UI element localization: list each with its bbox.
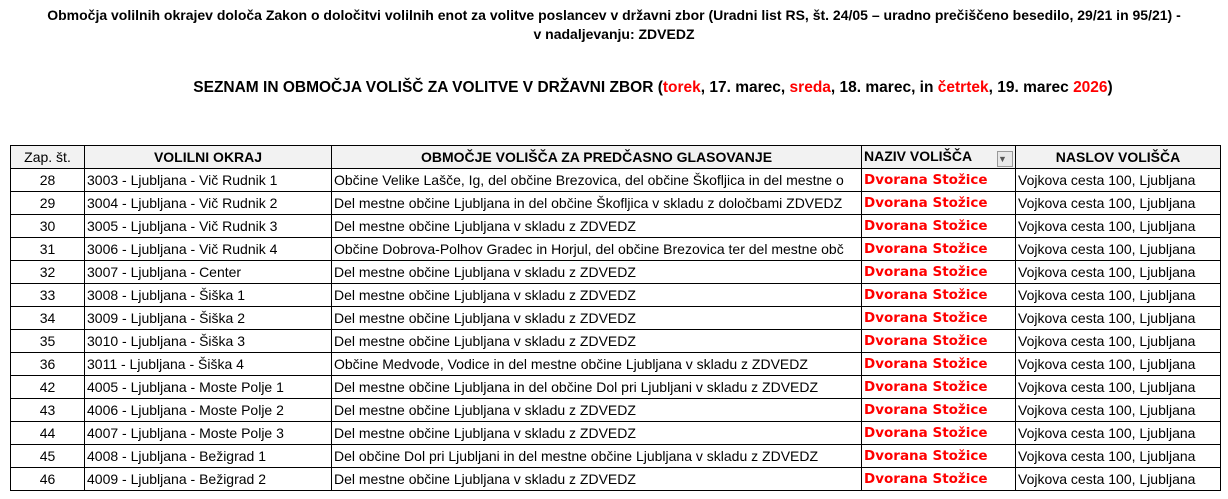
voting-area[interactable]: Občine Dobrova-Polhov Gradec in Horjul, del občine Brezovica ter del mestne obč	[332, 238, 862, 261]
station-name[interactable]: Dvorana Stožice	[862, 399, 1016, 422]
station-address[interactable]: Vojkova cesta 100, Ljubljana	[1016, 353, 1221, 376]
station-name[interactable]: Dvorana Stožice	[862, 468, 1016, 491]
table-row	[11, 353, 1221, 376]
row-number[interactable]: 30	[11, 215, 85, 238]
title-part: )	[1107, 79, 1113, 96]
header-row	[11, 146, 1221, 169]
title-part: SEZNAM IN OBMOČJA VOLIŠČ ZA VOLITVE V DRŽAVNI ZBOR (	[193, 79, 663, 96]
voting-area[interactable]: Del mestne občine Ljubljana v skladu z ZDVEDZ	[332, 307, 862, 330]
electoral-district[interactable]: 3003 - Ljubljana - Vič Rudnik 1	[85, 169, 332, 192]
table-row	[11, 445, 1221, 468]
voting-area[interactable]: Del mestne občine Ljubljana v skladu z ZDVEDZ	[332, 284, 862, 307]
row-number[interactable]: 34	[11, 307, 85, 330]
electoral-district[interactable]: 4008 - Ljubljana - Bežigrad 1	[85, 445, 332, 468]
electoral-district[interactable]: 4009 - Ljubljana - Bežigrad 2	[85, 468, 332, 491]
title-part: , 18. marec, in	[830, 79, 938, 96]
header-naziv[interactable]	[862, 146, 1016, 169]
voting-area[interactable]: Del mestne občine Ljubljana v skladu z ZDVEDZ	[332, 215, 862, 238]
station-address[interactable]: Vojkova cesta 100, Ljubljana	[1016, 192, 1221, 215]
station-name[interactable]: Dvorana Stožice	[862, 353, 1016, 376]
station-address[interactable]: Vojkova cesta 100, Ljubljana	[1016, 445, 1221, 468]
intro-line-2: v nadaljevanju: ZDVEDZ	[533, 26, 695, 42]
station-name[interactable]: Dvorana Stožice	[862, 215, 1016, 238]
station-name[interactable]: Dvorana Stožice	[862, 192, 1016, 215]
row-number[interactable]: 45	[11, 445, 85, 468]
electoral-district[interactable]: 4005 - Ljubljana - Moste Polje 1	[85, 376, 332, 399]
electoral-district[interactable]: 3004 - Ljubljana - Vič Rudnik 2	[85, 192, 332, 215]
electoral-district[interactable]: 4006 - Ljubljana - Moste Polje 2	[85, 399, 332, 422]
row-number[interactable]: 42	[11, 376, 85, 399]
title-part: , 17. marec,	[700, 79, 790, 96]
station-name[interactable]: Dvorana Stožice	[862, 261, 1016, 284]
station-name[interactable]: Dvorana Stožice	[862, 422, 1016, 445]
row-number[interactable]: 35	[11, 330, 85, 353]
station-address[interactable]: Vojkova cesta 100, Ljubljana	[1016, 399, 1221, 422]
title-part: , 19. marec	[988, 79, 1074, 96]
station-address[interactable]: Vojkova cesta 100, Ljubljana	[1016, 422, 1221, 445]
electoral-district[interactable]: 4007 - Ljubljana - Moste Polje 3	[85, 422, 332, 445]
row-number[interactable]: 33	[11, 284, 85, 307]
row-number[interactable]: 46	[11, 468, 85, 491]
intro-text	[0, 6, 1228, 44]
station-address[interactable]: Vojkova cesta 100, Ljubljana	[1016, 376, 1221, 399]
electoral-district[interactable]: 3005 - Ljubljana - Vič Rudnik 3	[85, 215, 332, 238]
station-address[interactable]: Vojkova cesta 100, Ljubljana	[1016, 261, 1221, 284]
voting-area[interactable]: Del mestne občine Ljubljana in del občine Škofljica v skladu z določbami ZDVEDZ	[332, 192, 862, 215]
voting-area[interactable]: Del mestne občine Ljubljana v skladu z ZDVEDZ	[332, 422, 862, 445]
voting-area[interactable]: Del mestne občine Ljubljana v skladu z ZDVEDZ	[332, 261, 862, 284]
header-obmocje[interactable]: OBMOČJE VOLIŠČA ZA PREDČASNO GLASOVANJE	[332, 146, 862, 169]
station-name[interactable]: Dvorana Stožice	[862, 330, 1016, 353]
station-address[interactable]: Vojkova cesta 100, Ljubljana	[1016, 330, 1221, 353]
voting-area[interactable]: Občine Velike Lašče, Ig, del občine Brezovica, del občine Škofljica in del mestne o	[332, 169, 862, 192]
electoral-district[interactable]: 3010 - Ljubljana - Šiška 3	[85, 330, 332, 353]
table-row	[11, 307, 1221, 330]
table-row	[11, 376, 1221, 399]
table-row	[11, 261, 1221, 284]
station-address[interactable]: Vojkova cesta 100, Ljubljana	[1016, 238, 1221, 261]
table-row	[11, 399, 1221, 422]
title-day: četrtek	[937, 79, 989, 96]
row-number[interactable]: 43	[11, 399, 85, 422]
voting-area[interactable]: Del mestne občine Ljubljana v skladu z ZDVEDZ	[332, 330, 862, 353]
station-name[interactable]: Dvorana Stožice	[862, 169, 1016, 192]
row-number[interactable]: 31	[11, 238, 85, 261]
electoral-district[interactable]: 3011 - Ljubljana - Šiška 4	[85, 353, 332, 376]
table-row	[11, 169, 1221, 192]
title-year: 2026	[1073, 79, 1108, 96]
header-naslov[interactable]: NASLOV VOLIŠČA	[1016, 146, 1221, 169]
page-title	[0, 79, 1228, 97]
row-number[interactable]: 28	[11, 169, 85, 192]
table-row	[11, 468, 1221, 491]
station-name[interactable]: Dvorana Stožice	[862, 284, 1016, 307]
voting-area[interactable]: Del mestne občine Ljubljana v skladu z ZDVEDZ	[332, 468, 862, 491]
header-volilni-okraj[interactable]: VOLILNI OKRAJ	[85, 146, 332, 169]
row-number[interactable]: 36	[11, 353, 85, 376]
electoral-district[interactable]: 3007 - Ljubljana - Center	[85, 261, 332, 284]
table-row	[11, 215, 1221, 238]
table-row	[11, 422, 1221, 445]
electoral-district[interactable]: 3008 - Ljubljana - Šiška 1	[85, 284, 332, 307]
station-name[interactable]: Dvorana Stožice	[862, 445, 1016, 468]
row-number[interactable]: 29	[11, 192, 85, 215]
polling-stations-table	[10, 145, 1221, 491]
table-row	[11, 284, 1221, 307]
station-name[interactable]: Dvorana Stožice	[862, 376, 1016, 399]
table-row	[11, 192, 1221, 215]
station-address[interactable]: Vojkova cesta 100, Ljubljana	[1016, 169, 1221, 192]
table-row	[11, 238, 1221, 261]
station-address[interactable]: Vojkova cesta 100, Ljubljana	[1016, 468, 1221, 491]
row-number[interactable]: 44	[11, 422, 85, 445]
voting-area[interactable]: Del mestne občine Ljubljana v skladu z ZDVEDZ	[332, 399, 862, 422]
voting-area[interactable]: Občine Medvode, Vodice in del mestne občine Ljubljana v skladu z ZDVEDZ	[332, 353, 862, 376]
header-zap-st[interactable]: Zap. št.	[11, 146, 85, 169]
title-day: torek	[662, 79, 701, 96]
header-naziv-label: NAZIV VOLIŠČA	[864, 147, 973, 164]
voting-area[interactable]: Del mestne občine Ljubljana in del občine Dol pri Ljubljani v skladu z ZDVEDZ	[332, 376, 862, 399]
title-day: sreda	[789, 79, 831, 96]
electoral-district[interactable]: 3009 - Ljubljana - Šiška 2	[85, 307, 332, 330]
station-name[interactable]: Dvorana Stožice	[862, 238, 1016, 261]
station-address[interactable]: Vojkova cesta 100, Ljubljana	[1016, 215, 1221, 238]
row-number[interactable]: 32	[11, 261, 85, 284]
voting-area[interactable]: Del občine Dol pri Ljubljani in del mestne občine Ljubljana v skladu z ZDVEDZ	[332, 445, 862, 468]
station-address[interactable]: Vojkova cesta 100, Ljubljana	[1016, 284, 1221, 307]
filter-icon[interactable]: ▼	[997, 151, 1013, 167]
intro-line-1: Območja volilnih okrajev določa Zakon o določitvi volilnih enot za volitve poslancev v državni zbor (Uradni list RS, št. 24/05 – uradno prečiščeno besedilo, 29/21 in 95/21) -	[47, 7, 1181, 23]
station-address[interactable]: Vojkova cesta 100, Ljubljana	[1016, 307, 1221, 330]
table-row	[11, 330, 1221, 353]
electoral-district[interactable]: 3006 - Ljubljana - Vič Rudnik 4	[85, 238, 332, 261]
station-name[interactable]: Dvorana Stožice	[862, 307, 1016, 330]
